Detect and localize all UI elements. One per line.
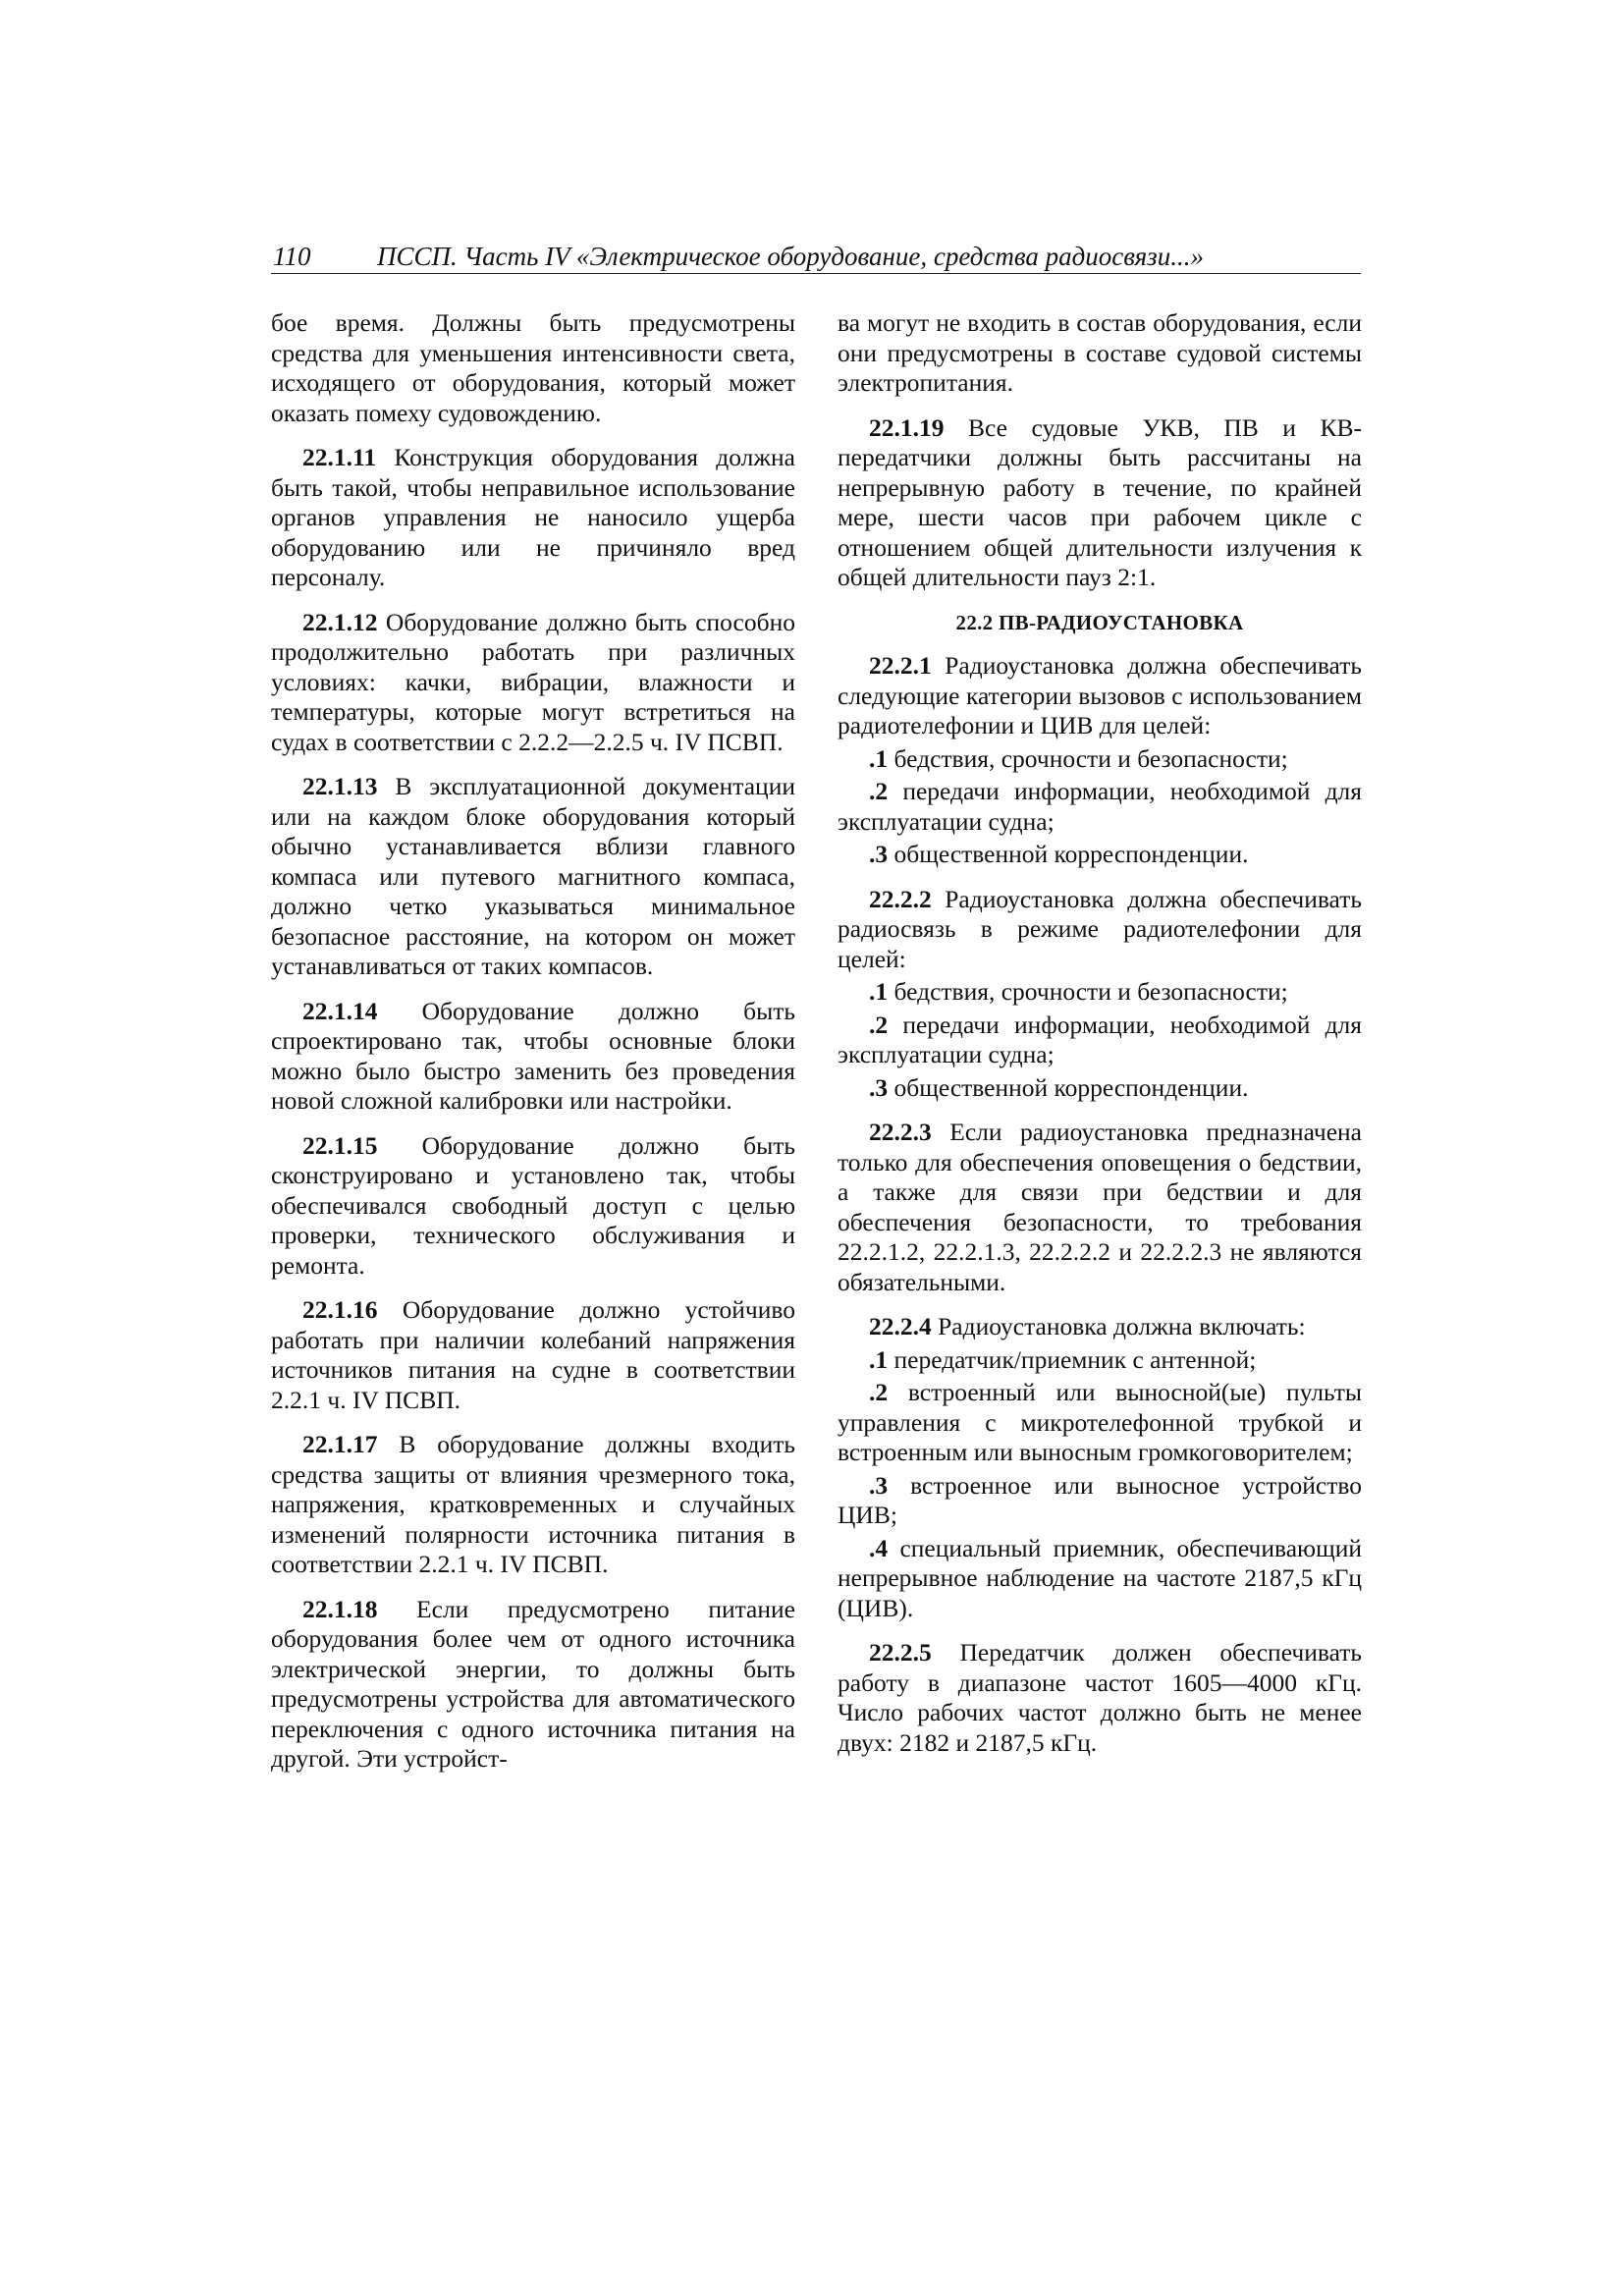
paragraph xyxy=(271,997,795,1117)
right-column-top xyxy=(838,308,1362,593)
clause-number: 22.1.16 xyxy=(302,1295,378,1324)
clause-number: .2 xyxy=(869,1378,889,1406)
left-column xyxy=(271,308,795,1789)
paragraph xyxy=(271,608,795,758)
page-number: 110 xyxy=(273,242,311,271)
paragraph-text: Оборудование должно устойчиво работать при наличии колебаний напряжения источников питания на судне в соответствии 2.2.1 ч. IV ПСВП. xyxy=(271,1295,795,1414)
clause-number: 22.1.15 xyxy=(302,1130,378,1160)
right-column xyxy=(838,308,1362,1773)
clause-number: .3 xyxy=(869,1072,889,1102)
clause-number: .1 xyxy=(869,1344,889,1374)
paragraph-text: общественной корреспонденции. xyxy=(888,840,1249,868)
paragraph xyxy=(838,651,1362,741)
clause-number: .4 xyxy=(869,1533,889,1562)
paragraph xyxy=(271,308,795,428)
running-header xyxy=(271,240,1361,274)
section-heading: 22.2 ПВ-РАДИОУСТАНОВКА xyxy=(955,610,1244,634)
paragraph-text: Все судовые УКВ, ПВ и КВ-передатчики должны быть рассчитаны на непрерывную работу в течение, по крайней мере, шести часов при рабочем цикле с отношением общей длительности излучения к общей длительности пауз 2:1. xyxy=(838,412,1362,591)
paragraph xyxy=(838,1312,1362,1342)
clause-number: 22.2.3 xyxy=(869,1118,932,1146)
paragraph xyxy=(838,1378,1362,1468)
clause-number: 22.2.4 xyxy=(869,1312,932,1340)
paragraph xyxy=(838,977,1362,1008)
paragraph-text: Передатчик должен обеспечивать работу в диапазоне частот 1605—4000 кГц. Число рабочих частот должно быть не менее двух: 2182 и 2187,5 кГц. xyxy=(838,1638,1362,1757)
right-column-bottom xyxy=(838,651,1362,1758)
paragraph-text: Радиоустановка должна включать: xyxy=(931,1312,1306,1340)
paragraph-text: Если предусмотрено питание оборудования более чем от одного источника электрической энергии, то должны быть предусмотрены устройства для автоматического переключения с одного источника питания на другой. Эти устройст- xyxy=(271,1594,795,1773)
clause-number: .1 xyxy=(869,977,889,1006)
clause-number: 22.1.11 xyxy=(302,443,377,471)
clause-number: 22.1.13 xyxy=(302,772,378,800)
clause-number: .1 xyxy=(869,743,889,773)
paragraph xyxy=(838,1011,1362,1070)
paragraph-text: передатчик/приемник с антенной; xyxy=(888,1344,1257,1374)
paragraph-text: ва могут не входить в состав оборудования, если они предусмотрены в составе судовой системы электропитания. xyxy=(838,308,1362,397)
paragraph-text: бедствия, срочности и безопасности; xyxy=(888,743,1288,773)
clause-number: 22.1.12 xyxy=(302,607,378,636)
paragraph xyxy=(271,1430,795,1580)
paragraph xyxy=(271,772,795,982)
paragraph xyxy=(838,777,1362,837)
paragraph-text: встроенный или выносной(ые) пульты управления с микротелефонной трубкой и встроенным или выносным громкоговорителем; xyxy=(838,1378,1362,1466)
clause-number: 22.1.17 xyxy=(302,1430,378,1458)
paragraph xyxy=(271,1131,795,1282)
paragraph xyxy=(838,1471,1362,1531)
clause-number: .3 xyxy=(869,1470,889,1500)
paragraph-text: Оборудование должно быть спроектировано так, чтобы основные блоки можно было быстро заменить без проведения новой сложной калибровки или настройки. xyxy=(271,996,795,1115)
paragraph-text: встроенное или выносное устройство ЦИВ; xyxy=(838,1470,1362,1529)
paragraph xyxy=(838,885,1362,975)
clause-number: 22.2.5 xyxy=(869,1638,932,1667)
paragraph xyxy=(271,1595,795,1775)
paragraph-text: Радиоустановка должна обеспечивать радиосвязь в режиме радиотелефонии для целей: xyxy=(838,884,1362,973)
clause-number: 22.1.14 xyxy=(302,996,378,1025)
paragraph-text: В оборудование должны входить средства защиты от влияния чрезмерного тока, напряжения, кратковременных и случайных изменений полярности источника питания в соответствии 2.2.1 ч. IV ПСВП. xyxy=(271,1430,795,1578)
paragraph xyxy=(838,413,1362,593)
clause-number: 22.2.1 xyxy=(869,651,932,680)
paragraph xyxy=(271,443,795,593)
paragraph-text: В эксплуатационной документации или на каждом блоке оборудования который обычно устанавливается вблизи главного компаса или путевого магнитного компаса, должно четко указываться минимальное безопасное расстояние, на котором он может устанавливаться от таких компасов. xyxy=(271,772,795,980)
paragraph xyxy=(838,840,1362,870)
clause-number: .3 xyxy=(869,840,889,868)
paragraph-text: Радиоустановка должна обеспечивать следующие категории вызовов с использованием радиотелефонии и ЦИВ для целей: xyxy=(838,651,1362,739)
paragraph xyxy=(838,1638,1362,1758)
paragraph-text: бое время. Должны быть предусмотрены средства для уменьшения интенсивности света, исходящего от оборудования, который может оказать помеху судовождению. xyxy=(271,308,795,427)
paragraph-text: общественной корреспонденции. xyxy=(888,1072,1249,1102)
paragraph-text: Если радиоустановка предназначена только для обеспечения оповещения о бедствии, а также для связи при бедствии и для обеспечения безопасности, то требования 22.2.1.2, 22.2.1.3, 22.2.2.2 и 22.2.2.3 не являются обязательными. xyxy=(838,1118,1362,1296)
paragraph-text: Конструкция оборудования должна быть такой, чтобы неправильное использование органов управления не наносило ущерба оборудованию или не причиняло вред персоналу. xyxy=(271,443,795,591)
clause-number: .2 xyxy=(869,1010,889,1039)
paragraph xyxy=(838,744,1362,775)
clause-number: 22.1.19 xyxy=(869,412,945,442)
paragraph-text: Оборудование должно быть способно продолжительно работать при различных условиях: качки, вибрации, влажности и температуры, которые могут встретиться на судах в соответствии с 2.2.2—2.2.5 ч. IV ПСВП. xyxy=(271,607,795,756)
clause-number: 22.1.18 xyxy=(302,1594,378,1623)
paragraph xyxy=(838,1118,1362,1297)
clause-number: .2 xyxy=(869,777,889,805)
paragraph-text: специальный приемник, обеспечивающий непрерывное наблюдение на частоте 2187,5 кГц (ЦИВ). xyxy=(838,1533,1362,1622)
paragraph xyxy=(838,1534,1362,1624)
paragraph-text: передачи информации, необходимой для эксплуатации судна; xyxy=(838,1010,1362,1068)
paragraph xyxy=(271,1295,795,1415)
running-title: ПССП. Часть IV «Электрическое оборудование, средства радиосвязи...» xyxy=(377,242,1204,271)
clause-number: 22.2.2 xyxy=(869,884,932,913)
paragraph-text: бедствия, срочности и безопасности; xyxy=(888,977,1288,1006)
paragraph xyxy=(838,1345,1362,1376)
paragraph-text: Оборудование должно быть сконструировано и установлено так, чтобы обеспечивался свободный доступ с целью проверки, технического обслуживания и ремонта. xyxy=(271,1130,795,1280)
paragraph-text: передачи информации, необходимой для эксплуатации судна; xyxy=(838,777,1362,836)
paragraph xyxy=(838,308,1362,399)
paragraph xyxy=(838,1073,1362,1104)
